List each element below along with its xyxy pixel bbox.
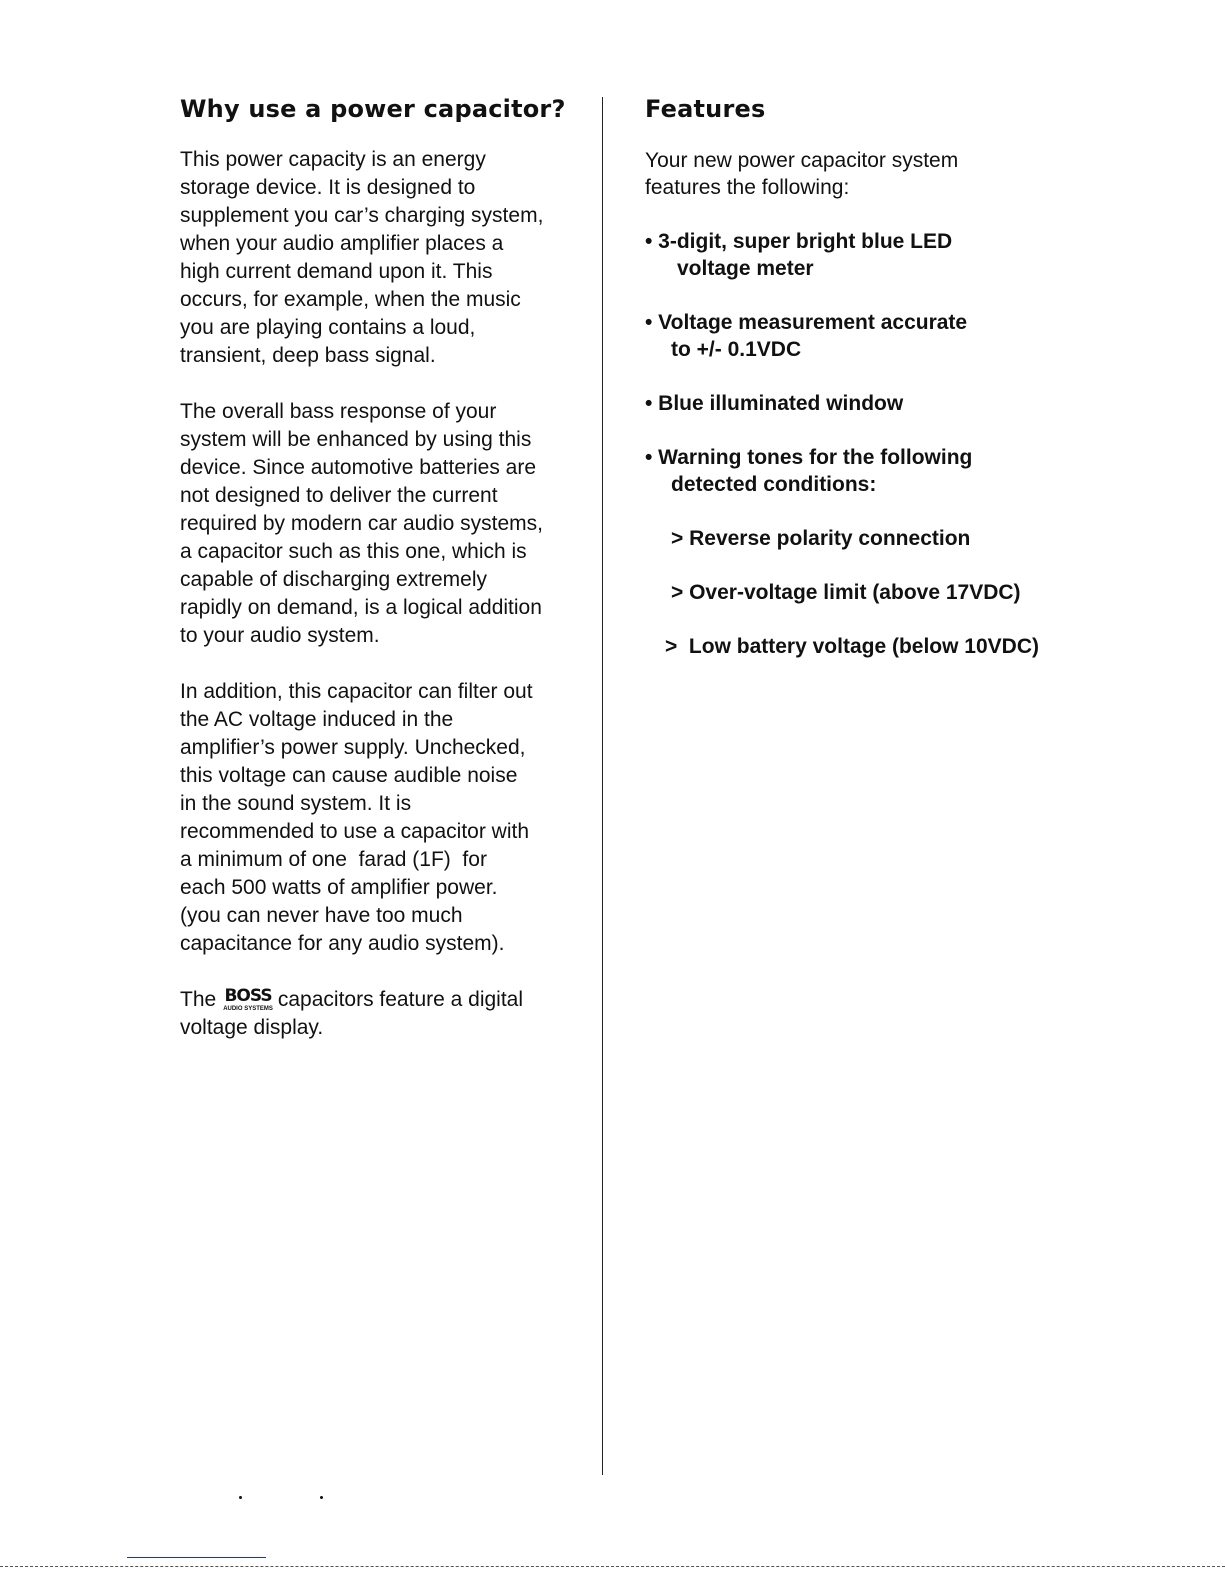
feature-line [645,498,1039,525]
intro-line: Your new power capacitor system [645,149,959,172]
text-line: high current demand upon it. This [180,260,493,283]
boss-logo [223,987,273,1014]
dot-mark [320,1496,323,1499]
text-line: voltage display. [180,1016,324,1039]
text-line: In addition, this capacitor can filter out [180,680,533,703]
text-line: system will be enhanced by using this [180,428,532,451]
text-line: (you can never have too much [180,904,463,927]
text-line: in the sound system. It is [180,792,412,815]
text-line: a capacitor such as this one, which is [180,540,527,563]
feature-line: detected conditions: [671,473,877,496]
feature-line: voltage meter [677,257,814,280]
text-line: this voltage can cause audible noise [180,764,518,787]
text-line: rapidly on demand, is a logical addition [180,596,542,619]
feature-line: • Warning tones for the following [645,446,973,469]
logo-main: BOSS [224,986,272,1006]
text-line: capable of discharging extremely [180,568,488,591]
feature-line: • 3-digit, super bright blue LED [645,230,953,253]
feature-line: to +/- 0.1VDC [671,338,802,361]
feature-line: > Reverse polarity connection [671,527,971,550]
left-heading: Why use a power capacitor? [180,95,566,123]
text-line: This power capacity is an energy [180,148,486,171]
feature-line [645,552,1039,579]
text-line [180,650,543,678]
text-line: each 500 watts of amplifier power. [180,876,498,899]
logo-line [180,986,543,1014]
right-heading: Features [645,95,766,123]
text-line: capacitance for any audio system). [180,932,505,955]
text-line: supplement you car’s charging system, [180,204,544,227]
column-divider [602,97,603,1475]
dot-mark [239,1496,242,1499]
text-line [180,370,543,398]
feature-line [645,417,1039,444]
feature-line [645,606,1039,633]
feature-line: • Blue illuminated window [645,392,904,415]
right-column [645,147,1039,660]
text-line: the AC voltage induced in the [180,708,454,731]
text-line: not designed to deliver the current [180,484,498,507]
left-column [180,146,543,1042]
text-line: occurs, for example, when the music [180,288,521,311]
text-line: storage device. It is designed to [180,176,476,199]
blue-underline [127,1557,266,1558]
logo-sub: AUDIO SYSTEMS [223,1006,273,1012]
feature-line [645,282,1039,309]
text: capacitors feature a digital [277,988,524,1011]
text: The [180,988,217,1011]
text-line: when your audio amplifier places a [180,232,504,255]
text-line [180,958,543,986]
blank-line [645,201,1039,228]
feature-line: > Over-voltage limit (above 17VDC) [671,581,1021,604]
bottom-rule [0,1566,1225,1567]
text-line: required by modern car audio systems, [180,512,543,535]
intro-line: features the following: [645,176,850,199]
text-line: amplifier’s power supply. Unchecked, [180,736,526,759]
text-line: The overall bass response of your [180,400,497,423]
text-line: recommended to use a capacitor with [180,820,530,843]
text-line: you are playing contains a loud, [180,316,476,339]
text-line: to your audio system. [180,624,380,647]
feature-line: > Low battery voltage (below 10VDC) [665,635,1039,658]
feature-line [645,363,1039,390]
text-line: a minimum of one farad (1F) for [180,848,487,871]
feature-line: • Voltage measurement accurate [645,311,968,334]
text-line: transient, deep bass signal. [180,344,436,367]
text-line: device. Since automotive batteries are [180,456,537,479]
